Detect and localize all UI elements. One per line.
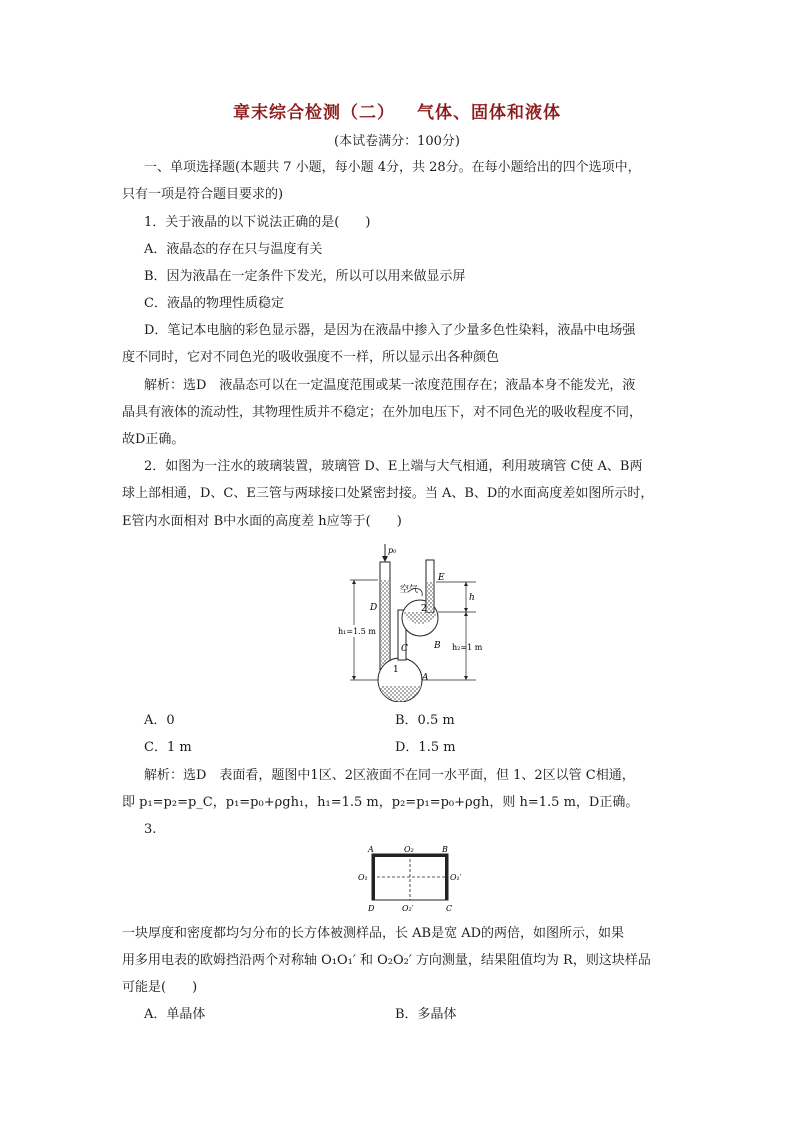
q3-stem-line1: 一块厚度和密度都均匀分布的长方体被测样品，长 AB是宽 AD的两倍，如图所示，如果	[122, 926, 625, 941]
q3-sample-figure	[330, 843, 470, 915]
corner-b: B	[442, 845, 448, 854]
point-o1p: O₁′	[450, 873, 462, 882]
q1-option-d-line2: 度不同时，它对不同色光的吸收强度不一样，所以显示出各种颜色	[122, 350, 500, 365]
q1-option-a: A．液晶态的存在只与温度有关	[144, 242, 323, 257]
q2-stem-line3: E管内水面相对 B中水面的高度差 h应等于( )	[122, 514, 402, 529]
label-h1: h₁=1.5 m	[338, 627, 376, 636]
q1-option-c: C．液晶的物理性质稳定	[144, 296, 284, 311]
q1-option-d-line1: D．笔记本电脑的彩色显示器，是因为在液晶中掺入了少量多色性染料，液晶中电场强	[144, 323, 636, 338]
q1-option-b: B．因为液晶在一定条件下发光，所以可以用来做显示屏	[144, 269, 466, 284]
point-o2: O₂	[404, 845, 414, 854]
corner-c: C	[446, 904, 453, 913]
q2-option-a: A．0	[144, 713, 175, 728]
score-note: (本试卷满分：100分)	[334, 134, 460, 149]
section-intro-line2: 只有一项是符合题目要求的)	[122, 187, 284, 202]
q3-stem-line3: 可能是( )	[122, 980, 198, 995]
q1-stem: 1．关于液晶的以下说法正确的是( )	[144, 215, 371, 230]
q2-analysis-line1: 解析：选D 表面看，题图中1区、2区液面不在同一水平面，但 1、2区以管 C相通，	[144, 768, 635, 783]
title-sub: 气体、固体和液体	[417, 103, 561, 123]
label-zone1: 1	[393, 665, 399, 675]
label-h: h	[469, 593, 475, 603]
section-intro-line1: 一、单项选择题(本题共 7 小题，每小题 4分，共 28分。在每小题给出的四个选项中，	[144, 160, 641, 175]
q2-stem-line2: 球上部相通，D、C、E三管与两球接口处紧密封接。当 A、B、D的水面高度差如图所示时，	[122, 486, 654, 501]
water-in-ball-a	[379, 686, 421, 701]
label-e: E	[438, 573, 445, 583]
label-a: A	[422, 673, 429, 683]
point-o1: O₁	[358, 873, 368, 882]
q2-option-c: C．1 m	[144, 740, 192, 755]
point-o2p: O₂′	[402, 904, 414, 913]
q1-analysis-line2: 晶具有液体的流动性，其物理性质并不稳定；在外加电压下，对不同色光的吸收程度不同，	[122, 405, 643, 420]
q3-option-a: A．单晶体	[144, 1007, 206, 1022]
water-in-tube-e	[427, 582, 433, 612]
label-d: D	[370, 603, 378, 613]
q2-option-d: D．1.5 m	[395, 740, 456, 755]
q3-option-b: B．多晶体	[395, 1007, 457, 1022]
page-title	[0, 98, 794, 123]
q2-apparatus-figure	[320, 540, 490, 702]
corner-d: D	[368, 904, 375, 913]
q3-number: 3.	[144, 822, 157, 837]
q1-analysis-line1: 解析：选D 液晶态可以在一定温度范围或某一浓度范围存在；液晶本身不能发光，液	[144, 378, 636, 393]
corner-a: A	[368, 845, 374, 854]
q2-analysis-line2: 即 p₁=p₂=p_C，p₁=p₀+ρgh₁，h₁=1.5 m，p₂=p₁=p₀+ρgh，则 h=1.5 m，D正确。	[122, 795, 639, 810]
label-c: C	[401, 644, 408, 654]
q1-analysis-line3: 故D正确。	[122, 432, 185, 447]
q2-stem-line1: 2．如图为一注水的玻璃装置，玻璃管 D、E上端与大气相通，利用玻璃管 C使 A、B两	[144, 459, 643, 474]
label-p0: p₀	[388, 546, 397, 555]
q3-stem-line2: 用多用电表的欧姆挡沿两个对称轴 O₁O₁′ 和 O₂O₂′ 方向测量，结果阻值均为 R，则这块样品	[122, 953, 651, 968]
title-main: 章末综合检测（二）	[233, 103, 395, 123]
label-h2: h₂=1 m	[452, 643, 483, 652]
label-air: 空气	[400, 585, 419, 595]
label-b: B	[434, 641, 441, 651]
label-zone2: 2	[421, 604, 427, 614]
q2-option-b: B．0.5 m	[395, 713, 455, 728]
